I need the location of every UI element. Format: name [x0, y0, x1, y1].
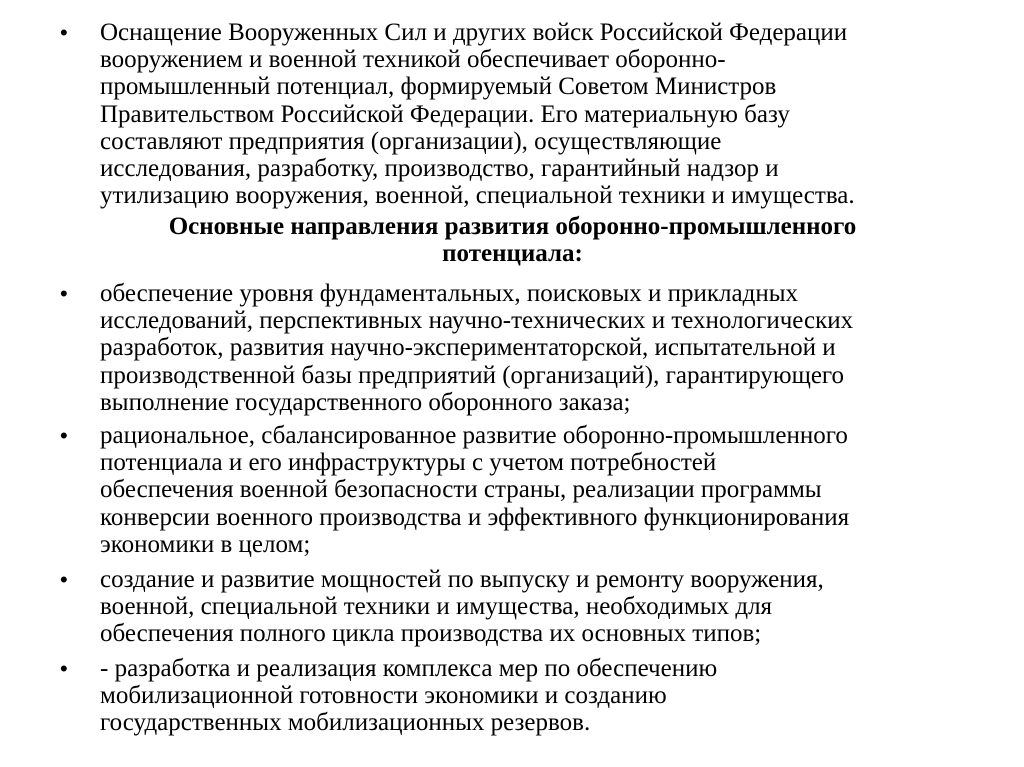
list-item-text: - разработка и реализация комплекса мер по обеспечению мобилизационной готовности экономики и созданию государственных мобилизационных резервов. [100, 655, 718, 737]
list-item [60, 655, 980, 737]
list-item-text: создание и развитие мощностей по выпуску и ремонту вооружения, военной, специальной техники и имущества, необходимых для обеспечения полного цикла производства их основных типов; [100, 566, 824, 648]
bullet: • [60, 423, 68, 448]
list-item [60, 566, 980, 648]
bullet: • [60, 567, 68, 592]
list-item-text: обеспечение уровня фундаментальных, поисковых и прикладных исследований, перспективных научно-технических и технологических разработок, развития научно-экспериментаторской, испытательной и производственной базы предприятий (организаций), гарантирующего выполнение государственного оборонного заказа; [100, 280, 854, 416]
bullet: • [60, 281, 68, 306]
bullet: • [60, 656, 68, 681]
intro-text: Оснащение Вооруженных Сил и других войск Российской Федерации вооружением и военной техникой обеспечивает оборонно- промышленный потенциал, формируемый Советом Министров Правительством Российской Федерации. Его материальную базу составляют предприятия (организации), осуществляющие исследования, разработку, производство, гарантийный надзор и утилизацию вооружения, военной, специальной техники и имущества. [100, 19, 855, 210]
section-heading: Основные направления развития оборонно-промышленного потенциала: [168, 213, 857, 268]
list-item-text: рациональное, сбалансированное развитие оборонно-промышленного потенциала и его инфраструктуры с учетом потребностей обеспечения военной безопасности страны, реализации программы конверсии военного производства и эффективного функционирования экономики в целом; [100, 422, 850, 558]
list-item [60, 422, 980, 558]
intro-paragraph [60, 19, 980, 209]
bullet: • [60, 20, 68, 45]
list-item [60, 280, 980, 416]
